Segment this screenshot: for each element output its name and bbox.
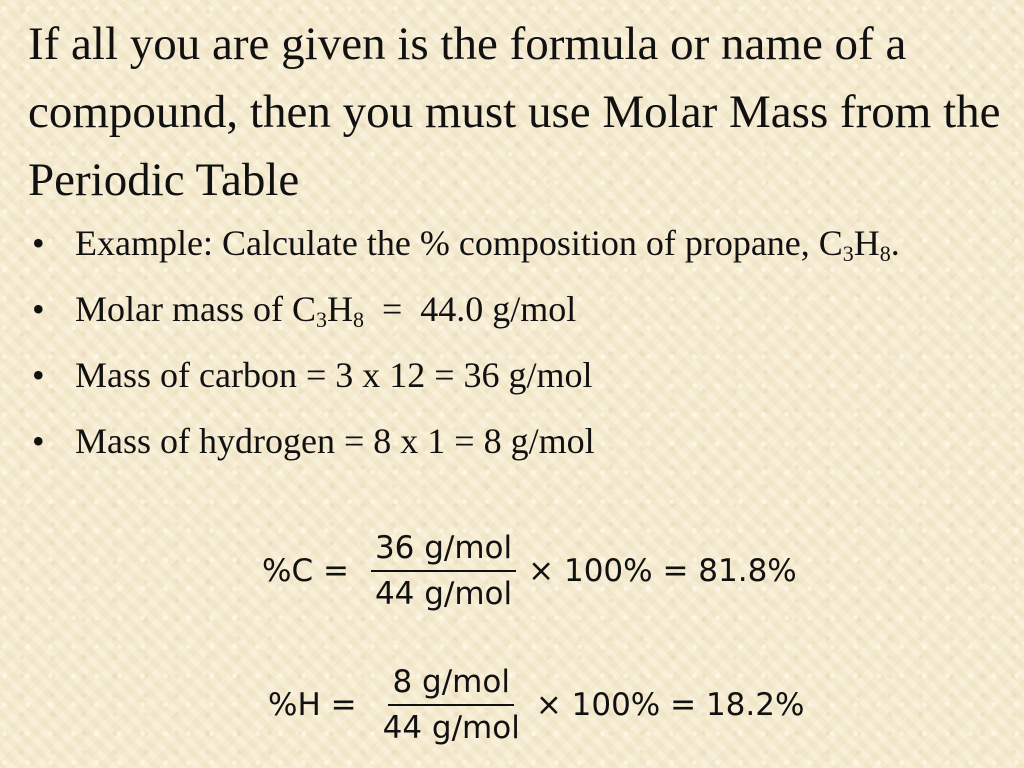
subscript-3: 3 — [315, 307, 327, 332]
equation-rhs: × 100% = 18.2% — [535, 687, 805, 723]
equation-lhs: %H = — [268, 687, 357, 723]
bullet-molar-mass-text: Molar mass of C — [75, 289, 316, 329]
equation-lhs: %C = — [262, 553, 349, 589]
equation-percent-carbon — [262, 530, 797, 612]
bullet-list — [30, 215, 930, 469]
equation-rhs: × 100% = 81.8% — [528, 553, 797, 589]
equation-percent-hydrogen — [268, 664, 804, 746]
bullet-example-h: H — [853, 223, 880, 263]
bullet-molar-mass-value: = 44.0 g/mol — [363, 289, 577, 329]
slide-title: If all you are given is the formula or name of a compound, then you must use Molar Mass from the Periodic Table — [28, 18, 1001, 206]
bullet-example-text: Example: Calculate the % composition of propane, C — [75, 223, 843, 263]
fraction — [371, 530, 516, 612]
fraction-denominator: 44 g/mol — [374, 576, 513, 612]
fraction-denominator: 44 g/mol — [382, 710, 520, 746]
fraction-numerator: 36 g/mol — [371, 530, 516, 572]
bullet-example-end: . — [890, 223, 900, 263]
bullet-example — [30, 215, 930, 271]
fraction-numerator: 8 g/mol — [388, 664, 513, 706]
fraction — [379, 664, 524, 746]
subscript-8: 8 — [352, 307, 364, 332]
subscript-3: 3 — [842, 241, 854, 266]
bullet-molar-mass — [30, 281, 930, 337]
subscript-8: 8 — [879, 241, 891, 266]
bullet-molar-mass-h: H — [326, 289, 353, 329]
bullet-mass-carbon: • Mass of carbon = 3 x 12 = 36 g/mol — [30, 347, 930, 403]
bullet-mass-hydrogen: • Mass of hydrogen = 8 x 1 = 8 g/mol — [30, 413, 930, 469]
